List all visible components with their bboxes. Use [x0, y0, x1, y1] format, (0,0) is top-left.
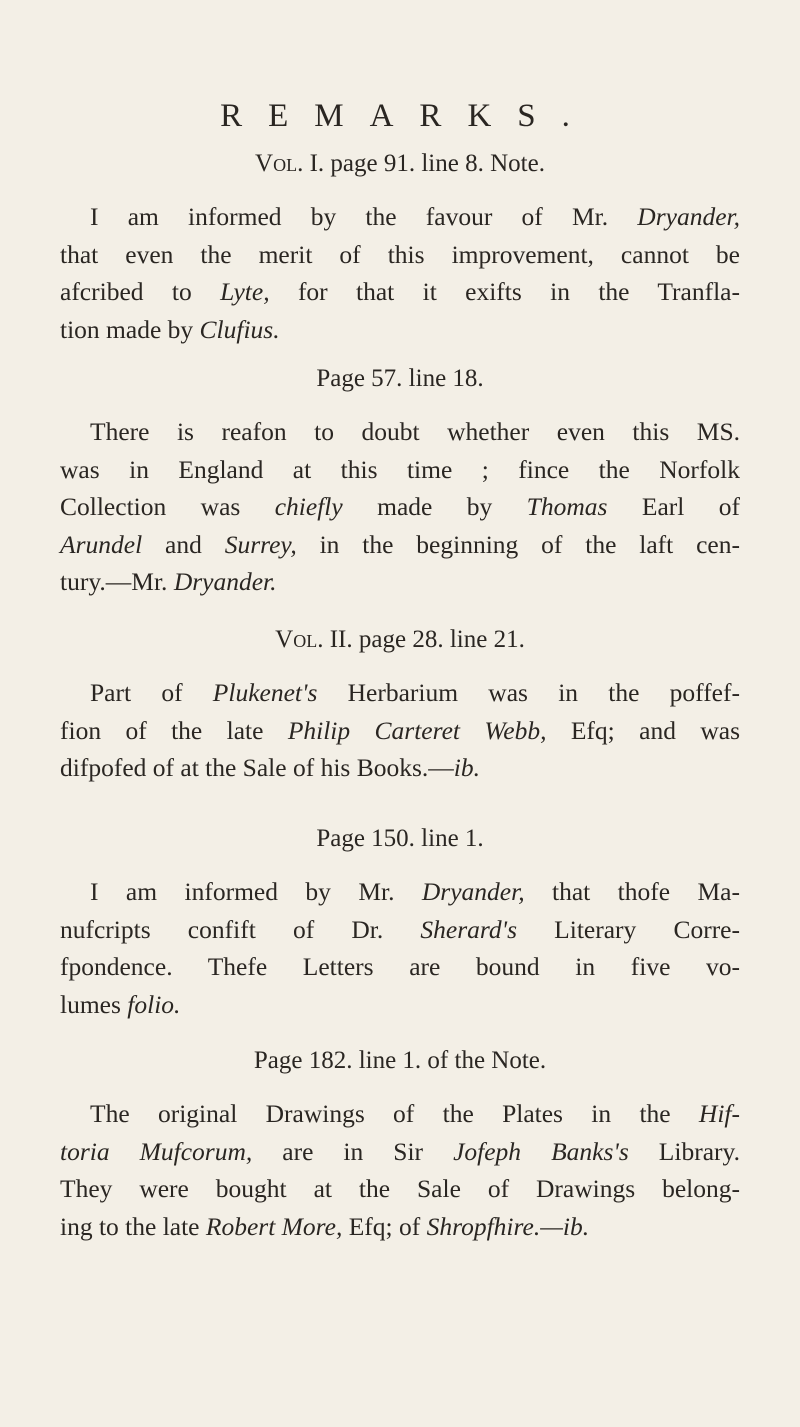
entry-paragraph: [60, 674, 740, 787]
italic-text: Dryander.: [173, 567, 277, 596]
text-run: was in England at this time ; fince the Norfolk: [60, 454, 740, 484]
volume-label: Vol.: [255, 150, 310, 177]
text-run: Collection was: [60, 492, 275, 521]
entry-heading: [0, 150, 800, 178]
text-run: tion made by: [60, 314, 200, 344]
text-run: Efq; of: [342, 1211, 427, 1241]
text-line: [60, 413, 740, 451]
text-run: Efq; and was: [546, 715, 740, 745]
text-run: fpondence. Thefe Letters are bound in five vo-: [60, 952, 740, 981]
italic-text: Plukenet's: [212, 678, 318, 707]
text-run: tury.—Mr.: [60, 567, 174, 596]
page-reference: II. page 28. line 21.: [329, 626, 525, 653]
text-line: [60, 236, 740, 274]
text-run: are in Sir: [252, 1136, 454, 1166]
italic-text: Shropfhire.—ib.: [426, 1211, 590, 1241]
text-run: They were bought at the Sale of Drawings belong-: [60, 1174, 740, 1203]
page-reference: Page 182. line 1. of the Note.: [253, 1047, 547, 1074]
text-run: Earl of: [607, 492, 740, 521]
text-run: lumes: [60, 989, 128, 1019]
text-run: Literary Corre-: [517, 914, 740, 944]
text-line: [60, 451, 740, 489]
text-line: [60, 488, 740, 526]
text-run: The original Drawings of the Plates in the: [90, 1099, 699, 1128]
text-run: difpofed of at the Sale of his Books.—: [60, 753, 454, 782]
text-run: for that it exifts in the Tranfla-: [269, 277, 740, 306]
text-run: I am informed by the favour of Mr.: [90, 202, 638, 231]
italic-text: Clufius.: [199, 314, 280, 344]
text-line: [60, 563, 740, 601]
italic-text: toria Mufcorum,: [60, 1136, 253, 1166]
text-line: [60, 911, 740, 949]
text-line: [60, 986, 740, 1024]
text-run: afcribed to: [60, 277, 221, 306]
italic-text: Surrey,: [224, 529, 297, 559]
italic-text: Arundel: [60, 529, 143, 559]
text-line: [60, 1208, 740, 1246]
text-run: that even the merit of this improvement, cannot be: [60, 239, 740, 269]
italic-text: Thomas: [526, 492, 608, 521]
text-line: [60, 1095, 740, 1133]
text-line: [60, 273, 740, 311]
text-line: [60, 198, 740, 236]
italic-text: Lyte,: [220, 277, 270, 306]
text-run: I am informed by Mr.: [90, 877, 422, 906]
entry-paragraph: [60, 413, 740, 601]
italic-text: Robert More,: [205, 1211, 343, 1241]
italic-text: Sherard's: [420, 914, 517, 944]
text-line: [60, 674, 740, 712]
page-reference: Page 57. line 18.: [316, 365, 484, 392]
text-run: in the beginning of the laft cen-: [296, 529, 740, 559]
italic-text: Philip Carteret Webb,: [287, 715, 547, 745]
entry-paragraph: [60, 1095, 740, 1245]
entry-heading: [0, 825, 800, 853]
text-line: [60, 873, 740, 911]
text-run: ing to the late: [60, 1211, 206, 1241]
italic-text: folio.: [127, 989, 181, 1019]
text-line: [60, 1133, 740, 1171]
text-run: Library.: [628, 1136, 740, 1166]
text-run: nufcripts confift of Dr.: [60, 914, 421, 944]
entry-heading: [0, 626, 800, 654]
entry-heading: [0, 365, 800, 393]
text-line: [60, 1170, 740, 1208]
italic-text: Dryander,: [637, 202, 740, 231]
text-line: [60, 311, 740, 349]
entry-paragraph: [60, 873, 740, 1023]
italic-text: chiefly: [274, 492, 343, 521]
text-line: [60, 948, 740, 986]
entry-heading: [0, 1047, 800, 1075]
page-reference: I. page 91. line 8. Note.: [309, 150, 545, 177]
text-line: [60, 749, 740, 787]
page-title: REMARKS.: [220, 98, 596, 134]
text-run: fion of the late: [60, 715, 288, 745]
text-run: that thofe Ma-: [524, 877, 740, 906]
text-line: [60, 526, 740, 564]
text-run: made by: [342, 492, 527, 521]
text-run: Herbarium was in the poffef-: [317, 678, 740, 707]
italic-text: ib.: [453, 753, 480, 782]
page-reference: Page 150. line 1.: [316, 825, 484, 852]
italic-text: Jofeph Banks's: [453, 1136, 629, 1166]
text-line: [60, 712, 740, 750]
entry-paragraph: [60, 198, 740, 348]
italic-text: Dryander,: [421, 877, 525, 906]
italic-text: Hif-: [698, 1099, 740, 1128]
text-run: Part of: [90, 678, 213, 707]
text-run: and: [142, 529, 225, 559]
volume-label: Vol.: [275, 626, 330, 653]
text-run: There is reafon to doubt whether even this MS.: [90, 417, 740, 446]
